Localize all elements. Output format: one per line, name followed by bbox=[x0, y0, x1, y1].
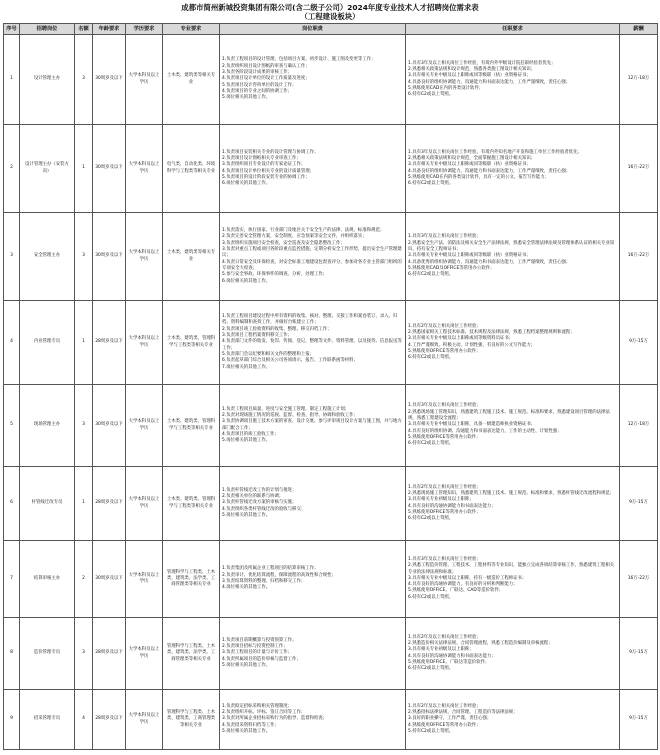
duty-line: 2.负责相关单位的联系与协调； bbox=[222, 494, 284, 500]
duty-line: 3.负责对所属企业招标采购行为的指导、监督和检查； bbox=[222, 716, 328, 722]
column-header: 学历要求 bbox=[126, 24, 163, 35]
requirement-line: 2.熟悉相关政策法规和设计规范，熟悉各类施工图设计相关知识； bbox=[408, 66, 536, 72]
duty-line: 3.负责杆管线迁改方案的审核与实施； bbox=[222, 500, 297, 506]
row-number: 8 bbox=[4, 618, 20, 690]
salary: 12万-18万 bbox=[620, 385, 658, 467]
salary: 16万-22万 bbox=[620, 213, 658, 301]
headcount: 3 bbox=[75, 618, 93, 690]
duty-line: 5.负责部门会议纪要和相关文件的整理和上报； bbox=[222, 351, 315, 357]
age-requirement: 28周岁及以下 bbox=[93, 467, 126, 541]
requirement-line: 1.具有3年及以上相关岗位工作经验； bbox=[408, 234, 481, 240]
position-name: 杆管线迁改专员 bbox=[20, 467, 75, 541]
job-duties bbox=[220, 125, 406, 213]
age-requirement: 28周岁及以下 bbox=[93, 301, 126, 385]
requirement-line: 2.熟悉现场施工管理知识，熟悉建筑工程施工技术、施工规范、标准和要求，熟悉杆管线迁改流程和规范； bbox=[408, 490, 615, 496]
requirement-line: 3.具有相关专业中级及以上职称，具备一级建造师执业资格证书； bbox=[408, 422, 536, 428]
document-subtitle: （工程建设板块） bbox=[300, 12, 360, 21]
headcount: 3 bbox=[75, 213, 93, 301]
education-requirement: 大学本科及以上学历 bbox=[126, 35, 163, 125]
job-requirements bbox=[406, 541, 620, 618]
requirement-line: 5.熟练使用OFFICE等常用办公软件； bbox=[408, 434, 481, 440]
requirement-line: 2.熟悉招标法律法规、合同管理、工程造价等法律法规； bbox=[408, 710, 518, 716]
job-duties bbox=[220, 690, 406, 750]
duty-line: 3.负责各阶段设计成果的审核工作； bbox=[222, 70, 293, 76]
column-header: 岗位职责 bbox=[220, 24, 406, 35]
education-requirement: 大学本科及以上学历 bbox=[126, 213, 163, 301]
requirement-line: 4.具有良好的沟通协调能力，有良好的分析和判断能力； bbox=[408, 582, 518, 588]
requirement-line: 6.持有C2或以上驾照。 bbox=[408, 516, 454, 522]
requirement-line: 6.持有C2或以上驾照。 bbox=[408, 181, 454, 187]
major-requirement: 电气类、自动化类、环境科学与工程类等相关专业 bbox=[163, 125, 220, 213]
requirement-line: 3.具有相关专业中级及以上职称或同等级职（执）业资格证书； bbox=[408, 73, 531, 79]
headcount: 3 bbox=[75, 35, 93, 125]
duty-line: 3.负责项目工程档案资料移交工作； bbox=[222, 333, 293, 339]
requirement-line: 5.熟练使用OFFICE等常用办公软件； bbox=[408, 348, 481, 354]
requirement-line: 6.持有C2或以上驾照。 bbox=[408, 441, 454, 447]
requirement-line: 2.熟悉国家相关工程技术标准、技术规程及法律法规，熟悉工程档案整理规则和流程； bbox=[408, 329, 575, 335]
job-duties bbox=[220, 618, 406, 690]
duty-line: 2.负责项目设计图纸相关专业审查工作； bbox=[222, 155, 301, 161]
table-row bbox=[4, 467, 658, 541]
salary: 9万-15万 bbox=[620, 618, 658, 690]
job-requirements bbox=[406, 213, 620, 301]
position-name: 结算审核主办 bbox=[20, 541, 75, 618]
table-row bbox=[4, 213, 658, 301]
duty-line: 2.负责组织开标、评标、签订合同等工作； bbox=[222, 710, 306, 716]
table-row bbox=[4, 541, 658, 618]
duty-line: 4.负责组织各类杆管线迁改的验收与移交； bbox=[222, 506, 306, 512]
requirement-line: 4.具有良好的沟通协调能力和书面表达能力； bbox=[408, 503, 496, 509]
requirement-line: 5.熟练使用CAD在内的各类设计软件； bbox=[408, 85, 484, 91]
requirement-line: 4.具备优秀的组织协调能力、沟通能力和书面表达能力，工作严谨细致，责任心强； bbox=[408, 259, 571, 265]
duty-line: 5.岗位相关的其他工作。 bbox=[222, 512, 271, 518]
document-title: 成都市简州新城投资集团有限公司(含二级子公司）2024年度专业技术人才招聘岗位需求表 bbox=[181, 3, 479, 12]
position-name: 设计管理主办 bbox=[20, 35, 75, 125]
job-duties bbox=[220, 541, 406, 618]
table-row bbox=[4, 301, 658, 385]
education-requirement: 大学本科及以上学历 bbox=[126, 385, 163, 467]
duty-line: 5.参与安全事故、环保事件的调查、分析、处理工作； bbox=[222, 272, 328, 278]
duty-line: 5.岗位相关的其他工作。 bbox=[222, 95, 271, 101]
duty-line: 1.负责项目前期概算与投资预算工作； bbox=[222, 637, 297, 643]
duty-line: 3.负责结算资料的整理、归档和移交工作； bbox=[222, 579, 306, 584]
requirement-line: 5.熟练使用OFFICE、广联达、CAD等造价软件； bbox=[408, 588, 504, 594]
education-requirement: 大学本科及以上学历 bbox=[126, 125, 163, 213]
duty-line: 1.负责落实、执行国家、行业部门及地区关于安全生产的法律、法规、标准和规范； bbox=[222, 228, 385, 234]
column-header: 名额 bbox=[75, 24, 93, 35]
requirement-line: 1.具有2年及以上相关岗位工作经验； bbox=[408, 703, 481, 709]
salary: 16万-22万 bbox=[620, 541, 658, 618]
position-name: 造价管理专员 bbox=[20, 618, 75, 690]
major-requirement: 土木类、建筑类等相关专业 bbox=[163, 213, 220, 301]
duty-line: 4.负责项目设计单位相关专业的设计质量管理； bbox=[222, 168, 315, 174]
requirement-line: 2.熟悉安全生产法、消防法及相关安全生产法律法规，熟悉安全管理法律法规及管理体系认证的相关专业知识，持有安全工程师证书； bbox=[408, 240, 615, 253]
duty-line: 5.负责项目设计咨询单位的设计工作； bbox=[222, 82, 297, 88]
duty-line: 3.负责工程项目的计量与计价工作； bbox=[222, 650, 293, 656]
major-requirement: 土木类、建筑类、管理科学与工程类等相关专业 bbox=[163, 467, 220, 541]
requirement-line: 6.持有C2或以上驾照。 bbox=[408, 355, 454, 361]
duty-line: 5.负责项目的设计阶段安装专业的协调工作； bbox=[222, 174, 310, 180]
position-name: 设计管理主办（安装方向） bbox=[20, 125, 75, 213]
duty-line: 2.负责项目竣工验收资料的收集、整理、移交归档工作； bbox=[222, 326, 332, 332]
education-requirement: 大学本科及以上学历 bbox=[126, 541, 163, 618]
requirement-line: 3.具有相关专业初级及以上职称； bbox=[408, 647, 474, 653]
salary: 12万-18万 bbox=[620, 35, 658, 125]
headcount: 3 bbox=[75, 385, 93, 467]
job-requirements bbox=[406, 385, 620, 467]
requirement-line: 4.工作严谨细致，积极主动，计划性强，有良好的公文写作能力； bbox=[408, 342, 536, 348]
requirement-line: 2.熟悉造价相关法律法规、合同管理流程，熟悉工程造价编制及审核流程； bbox=[408, 640, 553, 646]
requirement-line: 4.具备良好的组织协调能力，沟通能力和书面表达能力，工作严谨细致，责任心强； bbox=[408, 79, 571, 85]
education-requirement: 大学本科及以上学历 bbox=[126, 690, 163, 750]
table-row bbox=[4, 618, 658, 690]
requirement-line: 3.具有相关专业中级及以上职称或同等级职（执）业资格证书； bbox=[408, 253, 531, 259]
duty-line: 5.岗位相关的其他工作。 bbox=[222, 438, 271, 444]
requirement-line: 1.具有3年及以上相关岗位工作经验； bbox=[408, 556, 481, 562]
duty-line: 4.负责部门文件的收发、复印、传阅、登记、整理等文件、资料管理，以及接待、信息报送等工作； bbox=[222, 339, 402, 351]
education-requirement: 大学本科及以上学历 bbox=[126, 301, 163, 385]
job-requirements bbox=[406, 301, 620, 385]
age-requirement: 30周岁及以下 bbox=[93, 125, 126, 213]
duty-line: 4.负责招采资料归档等工作； bbox=[222, 722, 279, 728]
table-row bbox=[4, 385, 658, 467]
duty-line: 1.负责项目安装相关专业的设计管理与协调工作； bbox=[222, 149, 319, 155]
job-requirements bbox=[406, 125, 620, 213]
salary: 16万-22万 bbox=[620, 125, 658, 213]
salary: 9万-15万 bbox=[620, 467, 658, 541]
table-row bbox=[4, 125, 658, 213]
requirement-line: 4.具备良好的组织协调能力，沟通能力和书面表达能力，工作严谨细致，责任心强； bbox=[408, 168, 571, 174]
requirement-line: 1.具有2年及以上相关岗位工作经验； bbox=[408, 323, 481, 329]
duty-line: 4.负责项目的专业之间的协调工作； bbox=[222, 88, 293, 94]
duty-line: 2.负责项目招标与投资控制工作； bbox=[222, 644, 288, 650]
column-header: 专业要求 bbox=[163, 24, 220, 35]
headcount: 4 bbox=[75, 690, 93, 750]
duty-line: 1.负责拟定招标采购相关管理制度； bbox=[222, 703, 293, 709]
requirement-line: 5.熟练使用CAD在内的各类设计软件，具有一定的公文、报告写作能力； bbox=[408, 174, 549, 180]
row-number: 9 bbox=[4, 690, 20, 750]
duty-line: 4.负责项目设计单位的设计工作质量及进度； bbox=[222, 76, 310, 82]
job-duties bbox=[220, 385, 406, 467]
row-number: 2 bbox=[4, 125, 20, 213]
requirement-line: 4.具有良好的沟通协调能力和书面表达能力； bbox=[408, 653, 496, 659]
duty-line: 6.负责起草部门综合及相关公司各项请示、报告、工作联系函等材料； bbox=[222, 358, 358, 364]
duty-line: 1.负责集团及所属企业工程项目的结算审核工作； bbox=[222, 566, 319, 572]
requirement-line: 1.具有3年及以上相关岗位工作经验，有境内外知名地产开发和施工单位工作经验者优先； bbox=[408, 149, 582, 155]
job-duties bbox=[220, 213, 406, 301]
education-requirement: 大学本科及以上学历 bbox=[126, 467, 163, 541]
duty-line: 3.负责对重点工程或项目各阶段重点监控措施，定期分析安全工作形势，提出安全生产管理建议； bbox=[222, 247, 402, 259]
age-requirement: 30周岁及以下 bbox=[93, 541, 126, 618]
requirement-line: 4.熟练使用OFFICE等常用办公软件； bbox=[408, 722, 481, 728]
requirement-line: 3.具有相关专业中级及以上职称，持有一级造价工程师证书； bbox=[408, 575, 527, 581]
major-requirement: 土木类、建筑类、管理科学与工程类等相关专业 bbox=[163, 301, 220, 385]
duty-line: 1.负责工程项目的设计管理，包括项目方案、初步设计、施工图及变更等工作； bbox=[222, 57, 376, 63]
duty-line: 5.岗位相关的其他工作。 bbox=[222, 728, 271, 734]
age-requirement: 30周岁及以下 bbox=[93, 213, 126, 301]
education-requirement: 大学本科及以上学历 bbox=[126, 618, 163, 690]
row-number: 1 bbox=[4, 35, 20, 125]
salary: 9万-15万 bbox=[620, 301, 658, 385]
job-requirements bbox=[406, 35, 620, 125]
requirement-line: 6.持有C2或以上驾照。 bbox=[408, 92, 454, 98]
major-requirement: 土木类、建筑类、管理科学与工程类等相关专业 bbox=[163, 385, 220, 467]
job-requirements bbox=[406, 618, 620, 690]
column-header: 薪酬 bbox=[620, 24, 658, 35]
duty-line: 4.岗位相关的其他工作。 bbox=[222, 585, 271, 591]
requirement-line: 3.具有相关专业初级及以上职称； bbox=[408, 497, 474, 503]
recruitment-table bbox=[3, 23, 658, 750]
requirement-line: 1.具有2年及以上相关岗位工作经验； bbox=[408, 484, 481, 490]
duty-line: 6.岗位相关的其他工作。 bbox=[222, 278, 271, 284]
requirement-line: 3.具有相关专业中级及以上职称或同等级职（执）业资格证书； bbox=[408, 162, 531, 168]
job-duties bbox=[220, 301, 406, 385]
position-name: 安全管理主办 bbox=[20, 213, 75, 301]
requirement-line: 3.具有相关专业中级及以上职称或同等级资料员证书； bbox=[408, 336, 514, 342]
major-requirement: 管理科学与工程类、土木类、建筑类、法学类、工商管理类等相关专业 bbox=[163, 618, 220, 690]
duty-line: 1.负责工程项目质量、进度与安全施工管理，制定工程施工计划； bbox=[222, 406, 350, 412]
headcount: 2 bbox=[75, 541, 93, 618]
requirement-line: 6.持有C2或以上驾照。 bbox=[408, 666, 454, 672]
column-header: 任职要求 bbox=[406, 24, 620, 35]
duty-line: 5.岗位相关的其他工作。 bbox=[222, 662, 271, 668]
table-row bbox=[4, 35, 658, 125]
duty-line: 2.负责组织项目设计图纸的审查与确认工作； bbox=[222, 63, 310, 69]
duty-line: 1.负责工程项目建设过程中所有资料的收集、核对、整理、交接工作和案卷装订、录入、归档、资料编制和查找工作，并做好台账建立工作； bbox=[222, 314, 398, 326]
requirement-line: 2.熟悉工程造价管理、工程技术、工程材料等专业知识，能独立完成各项结算审核工作，熟悉建筑工程相关专业的法律法规和标准； bbox=[408, 563, 615, 575]
row-number: 7 bbox=[4, 541, 20, 618]
table-header-row bbox=[4, 24, 658, 35]
column-header: 年龄要求 bbox=[93, 24, 126, 35]
column-header: 招聘岗位 bbox=[20, 24, 75, 35]
age-requirement: 30周岁及以下 bbox=[93, 385, 126, 467]
row-number: 3 bbox=[4, 213, 20, 301]
requirement-line: 6.持有C2或以上驾照。 bbox=[408, 272, 454, 278]
requirement-line: 1.具有3年及以上相关岗位工作经验，有境内外甲级设计院任职经验者优先； bbox=[408, 60, 556, 66]
requirement-line: 5.熟练使用OFFICE等常用办公软件； bbox=[408, 509, 481, 515]
requirement-line: 4.具有良好的组织协调、沟通能力和书面表达能力，工作的主动性、计划性强； bbox=[408, 428, 562, 434]
salary: 9万-15万 bbox=[620, 690, 658, 750]
row-number: 6 bbox=[4, 467, 20, 541]
headcount: 1 bbox=[75, 467, 93, 541]
position-name: 内业管理专员 bbox=[20, 301, 75, 385]
duty-line: 3.负责组织项目专业设计的专家论证工作； bbox=[222, 162, 306, 168]
duty-line: 4.负责所属项目的造价审核与监督工作； bbox=[222, 656, 301, 662]
job-requirements bbox=[406, 690, 620, 750]
job-requirements bbox=[406, 467, 620, 541]
row-number: 4 bbox=[4, 301, 20, 385]
position-name: 现场管理主办 bbox=[20, 385, 75, 467]
headcount: 1 bbox=[75, 301, 93, 385]
requirement-line: 5.熟练使用CAD及OFFICE等常用办公软件； bbox=[408, 265, 495, 271]
duty-line: 3.负责组织实施项目安全检查，安全巡查及安全隐患整改工作； bbox=[222, 240, 345, 246]
table-body bbox=[4, 35, 658, 750]
duty-line: 2.负责审计、优化结算流程，保障流程的高效性和合规性； bbox=[222, 572, 336, 578]
requirement-line: 1.具有2年及以上相关岗位工作经验； bbox=[408, 634, 481, 640]
column-header: 序号 bbox=[4, 24, 20, 35]
table-row bbox=[4, 690, 658, 750]
requirement-line: 6.持有C2或以上驾照。 bbox=[408, 594, 454, 600]
age-requirement: 28周岁及以下 bbox=[93, 690, 126, 750]
major-requirement: 管理科学与工程类、土木类、建筑类、工商管理类等相关专业 bbox=[163, 690, 220, 750]
requirement-line: 5.熟练使用OFFICE、广联达等造价软件； bbox=[408, 659, 490, 665]
row-number: 5 bbox=[4, 385, 20, 467]
requirement-line: 5.持有C2或以上驾照。 bbox=[408, 728, 454, 734]
duty-line: 2.负责对现场施工情况的巡视、监督、检查、指导、协调和验收工作； bbox=[222, 412, 358, 418]
job-duties bbox=[220, 467, 406, 541]
duty-line: 2.负责完善安全管理方案，安全制度、应急预案等安全文件，并组织落实； bbox=[222, 234, 367, 240]
requirement-line: 1.具有3年及以上相关岗位工作经验； bbox=[408, 403, 481, 409]
duty-line: 4.负责日常安全及环保检查，对安全标准工地建设包督查评分，参加对各专业主管部门组织的专项安全大检查； bbox=[222, 259, 402, 271]
duty-line: 1.负责杆管线迁改工作的计划与推进； bbox=[222, 487, 297, 493]
duty-line: 6.岗位相关的其他工作。 bbox=[222, 181, 271, 187]
requirement-line: 3.良好的职业操守，工作严谨，责任心强； bbox=[408, 716, 492, 722]
position-name: 招采管理专员 bbox=[20, 690, 75, 750]
duty-line: 3.负责协调项目施工技术方案的审查、设计交底、参与评审项目设计方案与施工图，并与地方部门配合工作； bbox=[222, 419, 402, 431]
requirement-line: 2.熟悉相关政策法规和设计规范，全面掌握施工图设计相关知识； bbox=[408, 155, 536, 161]
age-requirement: 28周岁及以下 bbox=[93, 618, 126, 690]
duty-line: 7.岗位相关的其他工作。 bbox=[222, 364, 271, 370]
requirement-line: 2.熟悉现场施工管理知识，熟悉建筑工程施工技术、施工规范、标准和要求，熟悉建设项目管理的法律法规，熟悉工程建设全流程； bbox=[408, 409, 610, 422]
major-requirement: 土木类、建筑类等相关专业 bbox=[163, 35, 220, 125]
major-requirement: 管理科学与工程类、土木类、建筑类、法学类、工商管理类等相关专业 bbox=[163, 541, 220, 618]
job-duties bbox=[220, 35, 406, 125]
age-requirement: 30周岁及以下 bbox=[93, 35, 126, 125]
headcount: 1 bbox=[75, 125, 93, 213]
duty-line: 4.负责项目的竣工验收工作； bbox=[222, 431, 279, 437]
